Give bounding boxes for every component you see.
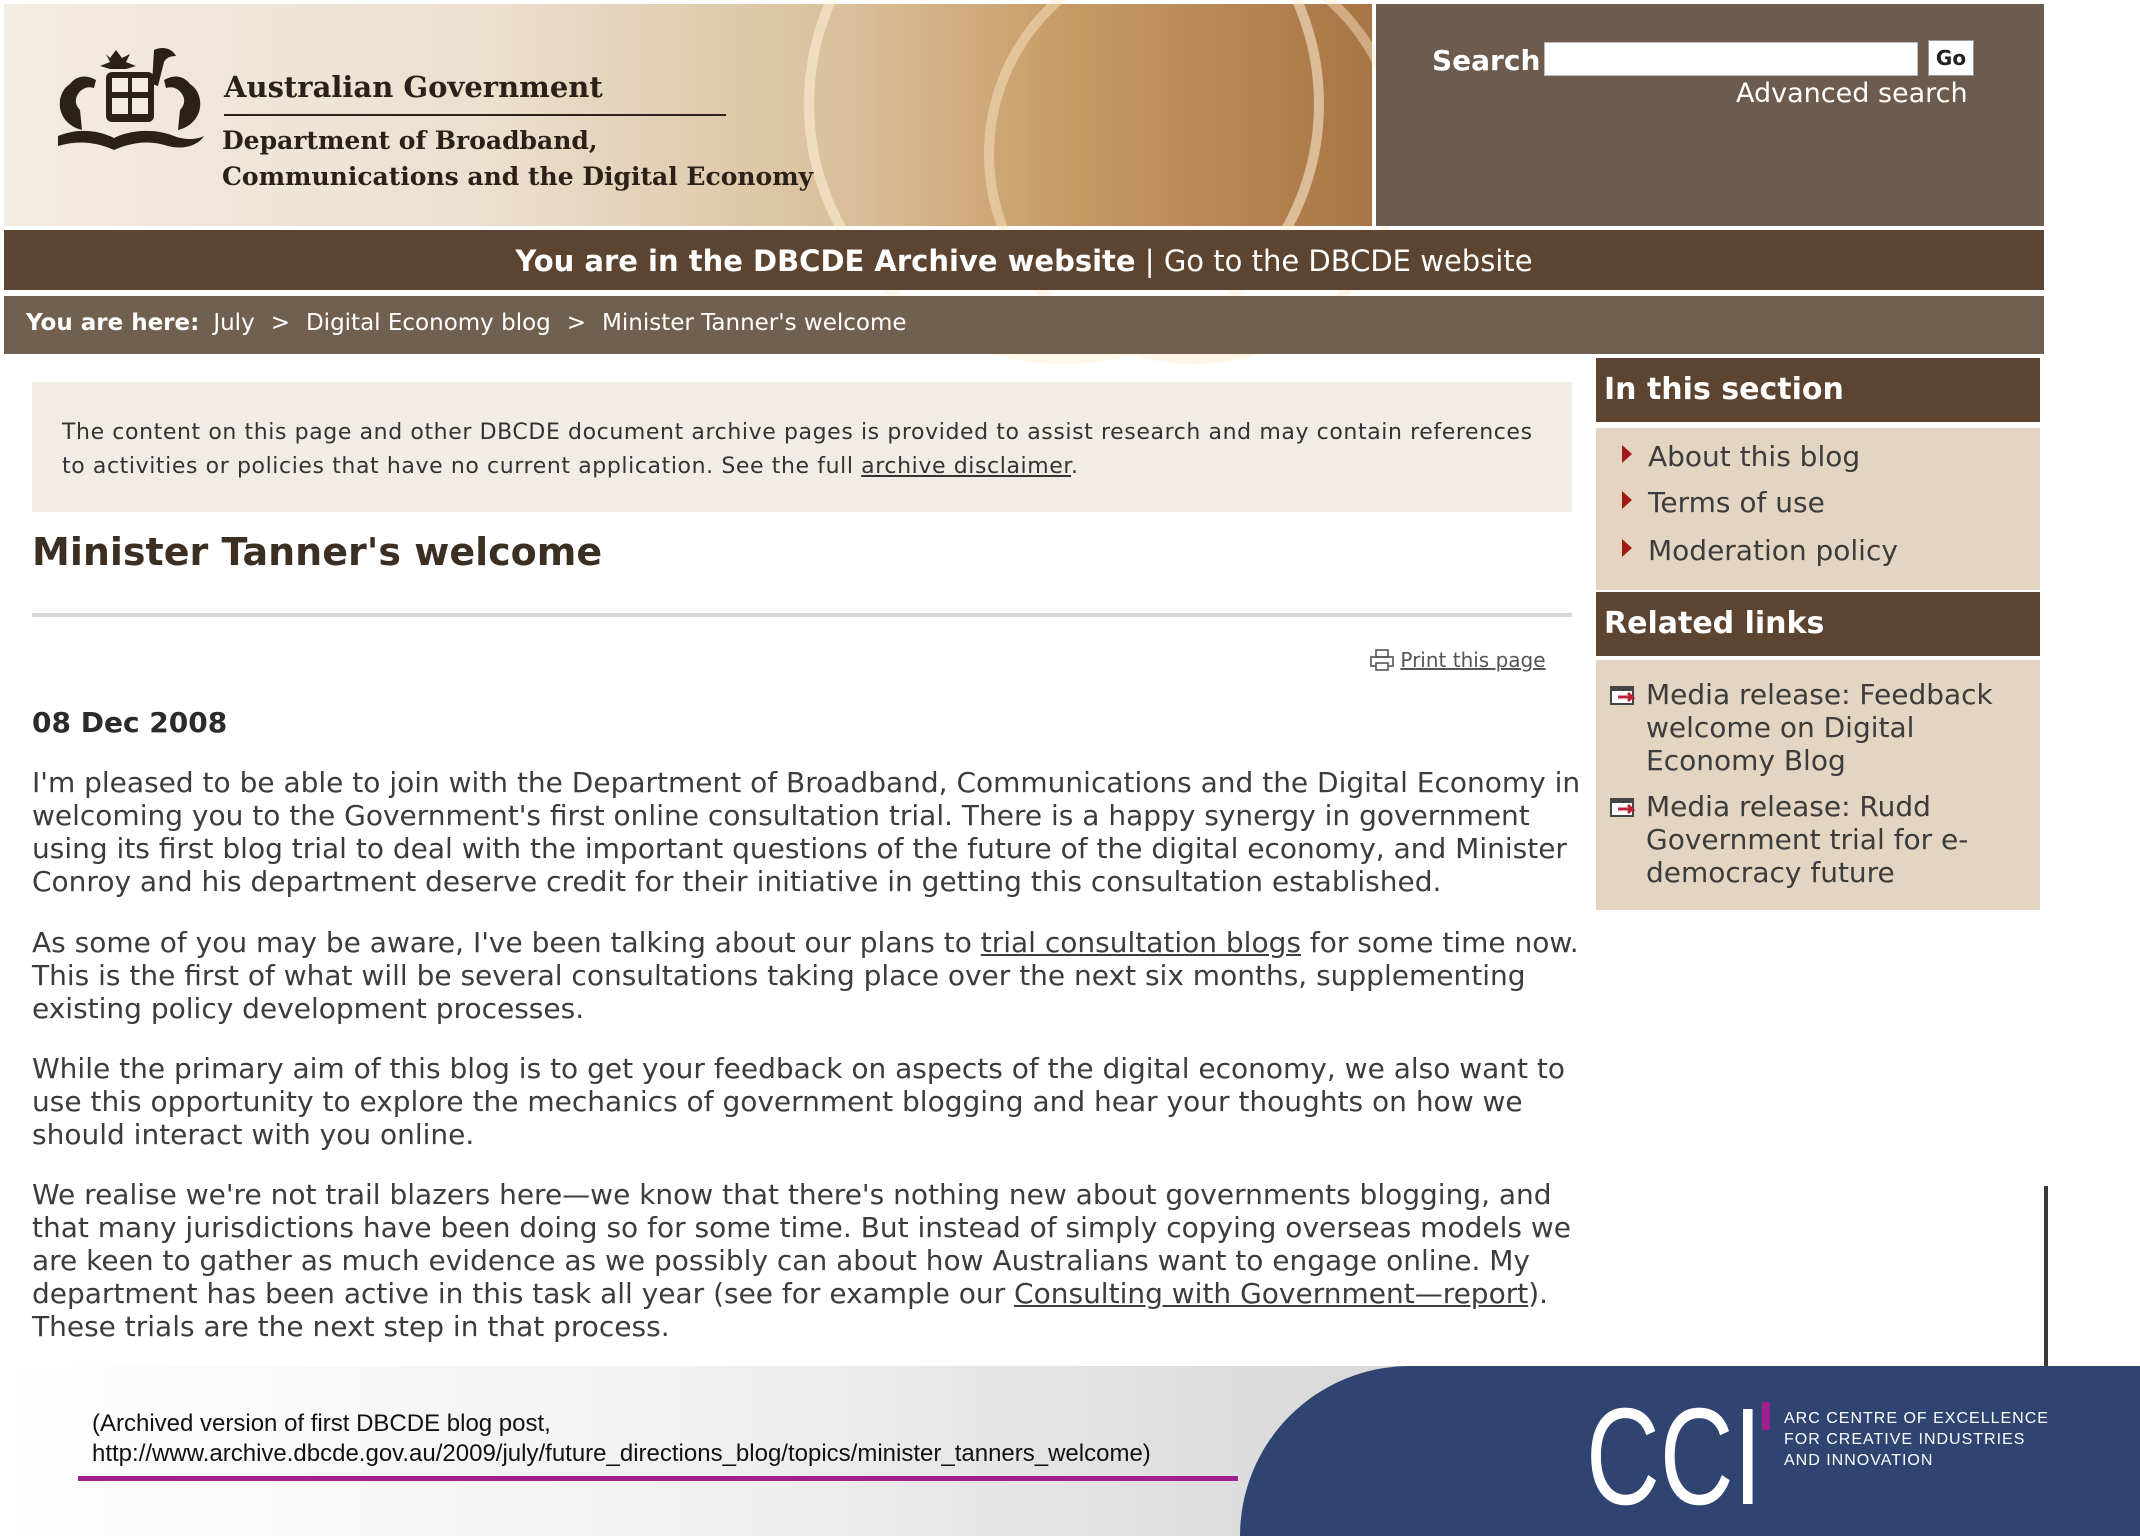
section-heading-label: In this section (1604, 372, 1844, 407)
disclaimer-tail: . (1071, 454, 1079, 479)
search-input[interactable] (1544, 42, 1918, 76)
scrollbar[interactable] (2044, 1186, 2048, 1366)
page-title: Minister Tanner's welcome (32, 530, 603, 574)
post-paragraph (32, 1178, 1592, 1343)
cci-org-line-3: AND INNOVATION (1784, 1452, 1934, 1469)
coat-of-arms-logo[interactable] (50, 40, 210, 162)
related-heading-label: Related links (1604, 606, 1825, 641)
arrow-bullet-icon (1622, 445, 1632, 463)
department-name-line2: Communications and the Digital Economy (222, 162, 814, 191)
trial-consultation-blogs-link[interactable]: trial consultation blogs (980, 926, 1301, 959)
print-page-label[interactable]: Print this page (1400, 648, 1546, 672)
print-page-link[interactable] (1370, 648, 1546, 672)
paragraph-text: We realise we're not trail blazers here—we know that there's nothing new about governments blogging, and that many jurisdictions have been doing so for some time. But instead of simply copying overseas models we are keen to gather as much evidence as we possibly can about how Australians want to engage online. My department has been active in this task all year (see for example our (32, 1178, 1571, 1310)
related-links-heading (1596, 592, 2040, 656)
printer-icon (1370, 649, 1394, 671)
post-paragraph: I'm pleased to be able to join with the Department of Broadband, Communications and the Digital Economy in welcoming you to the Government's first online consultation trial. There is a happy synergy in government using its first blog trial to deal with the important questions of the future of the digital economy, and Minister Conroy and his department deserve credit for their initiative in getting this consultation established. (32, 766, 1581, 898)
cci-logo (1586, 1380, 1786, 1534)
cci-logo-text: CCI (1586, 1380, 1762, 1534)
sidebar-section-list (1596, 428, 2040, 590)
caption-underline (78, 1476, 1238, 1481)
archive-disclaimer-box (32, 382, 1572, 512)
external-link-icon (1610, 684, 1642, 706)
advanced-search-link[interactable]: Advanced search (1736, 78, 1968, 109)
disclaimer-body: The content on this page and other DBCDE document archive pages is provided to assist research and may contain references to activities or policies that have no current application. See the full (62, 420, 1533, 479)
breadcrumb-item-july[interactable]: July (213, 310, 255, 336)
search-go-button[interactable]: Go (1928, 40, 1974, 76)
cci-org-line-2: FOR CREATIVE INDUSTRIES (1784, 1431, 2026, 1448)
arrow-bullet-icon (1622, 491, 1632, 509)
government-name: Australian Government (224, 70, 603, 104)
department-name-line1: Department of Broadband, (222, 126, 598, 155)
archive-current-label: You are in the DBCDE Archive website (515, 244, 1136, 278)
archive-notice (4, 244, 2044, 278)
cci-org-line-1: ARC CENTRE OF EXCELLENCE (1784, 1410, 2049, 1427)
breadcrumb (26, 310, 907, 336)
paragraph-text: for some time now. This is the first of what will be several consultations taking place over the next six months, supplementing existing policy development processes. (32, 926, 1579, 1025)
paragraph-text: As some of you may be aware, I've been talking about our plans to (32, 926, 981, 959)
breadcrumb-bar (4, 296, 2044, 354)
search-label: Search (1432, 44, 1541, 77)
sidebar-item-label: Terms of use (1648, 486, 1825, 519)
sidebar-item-label: Moderation policy (1648, 534, 1898, 567)
archive-disclaimer-link[interactable]: archive disclaimer (861, 454, 1072, 479)
sidebar-item-terms[interactable] (1622, 486, 1825, 519)
archive-separator: | (1135, 244, 1164, 278)
related-links-list (1596, 660, 2040, 910)
header-divider (224, 114, 726, 116)
post-paragraph: While the primary aim of this blog is to get your feedback on aspects of the digital economy, we also want to use this opportunity to explore the mechanics of government blogging and hear your thoughts on how we should interact with you online. (32, 1052, 1566, 1151)
sidebar-item-label: About this blog (1648, 440, 1861, 473)
search-panel (1376, 4, 2044, 226)
post-paragraph (32, 926, 1592, 1025)
archive-notice-bar (4, 230, 2044, 290)
disclaimer-text (62, 416, 1552, 484)
related-link-label[interactable]: Media release: Rudd Government trial for e-democracy future (1646, 790, 1969, 889)
sidebar-item-about[interactable] (1622, 440, 1860, 473)
related-link-label[interactable]: Media release: Feedback welcome on Digital Economy Blog (1646, 678, 1993, 777)
breadcrumb-item-current: Minister Tanner's welcome (602, 310, 907, 336)
breadcrumb-separator: > (270, 310, 290, 336)
breadcrumb-separator: > (566, 310, 587, 336)
arrow-bullet-icon (1622, 539, 1632, 557)
go-to-dbcde-link[interactable]: Go to the DBCDE website (1163, 244, 1533, 278)
title-divider (32, 613, 1572, 617)
consulting-report-link[interactable]: Consulting with Government—report (1014, 1277, 1529, 1310)
slide-footer (0, 1366, 2048, 1536)
post-date: 08 Dec 2008 (32, 706, 228, 739)
caption-line-2: http://www.archive.dbcde.gov.au/2009/july/future_directions_blog/topics/minister_tanners_welcome) (92, 1440, 1151, 1467)
external-link-icon (1610, 796, 1642, 818)
caption-line-1: (Archived version of first DBCDE blog post, (92, 1410, 551, 1437)
sidebar-item-moderation[interactable] (1622, 534, 1898, 567)
breadcrumb-label: You are here: (26, 310, 200, 336)
breadcrumb-item-blog[interactable]: Digital Economy blog (305, 310, 551, 336)
sidebar-section-heading (1596, 358, 2040, 422)
paragraph-text: ). These trials are the next step in that process. (32, 1277, 1549, 1343)
